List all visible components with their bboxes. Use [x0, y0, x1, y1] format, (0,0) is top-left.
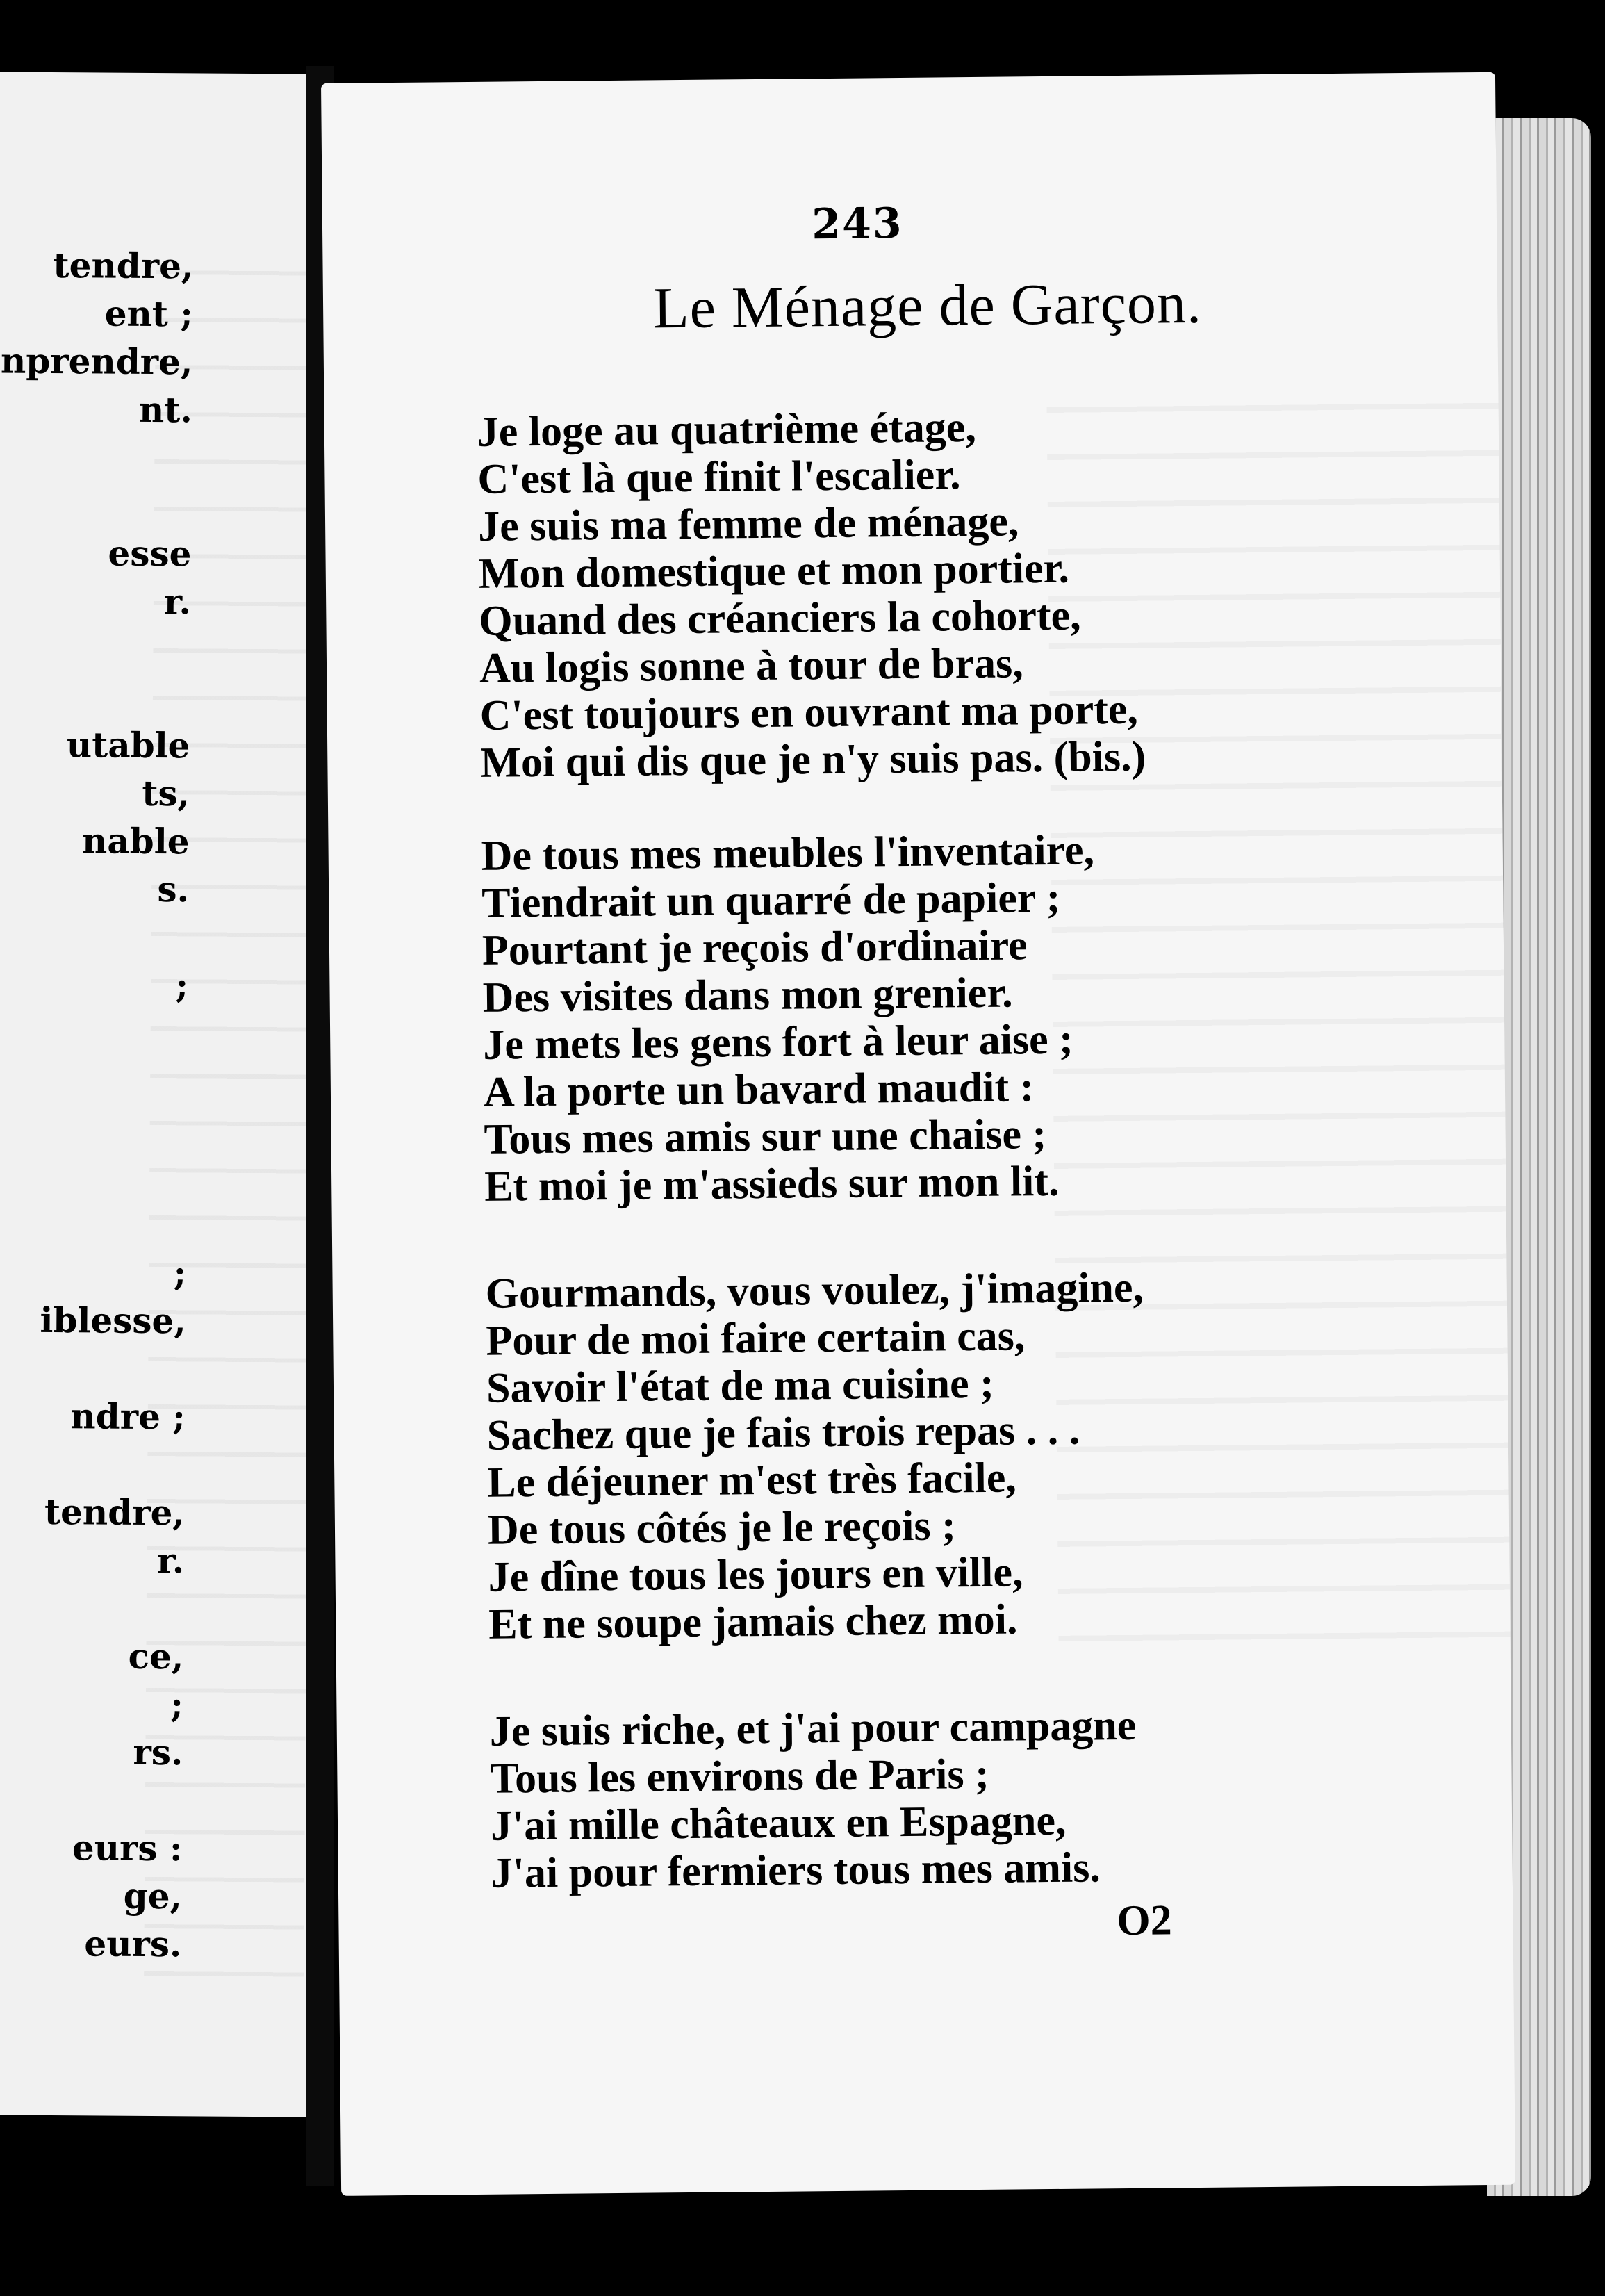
verse-line: Gourmands, vous voulez, j'imagine,	[485, 1263, 1144, 1318]
left-page-line: s.	[157, 869, 190, 910]
verse-line: Tous les environs de Paris ;	[490, 1750, 990, 1803]
left-page-line: eurs.	[84, 1923, 182, 1965]
signature-mark: O2	[1117, 1896, 1172, 1945]
left-page-line: tendre,	[53, 244, 194, 287]
verse-line: Je dîne tous les jours en ville,	[488, 1548, 1023, 1601]
left-page-line: ndre ;	[70, 1395, 186, 1438]
verse-line: A la porte un bavard maudit :	[483, 1063, 1035, 1116]
verse-line: De tous mes meubles l'inventaire,	[481, 826, 1095, 880]
verse-line: Des visites dans mon grenier.	[482, 969, 1013, 1022]
left-page-line: ge,	[123, 1875, 183, 1917]
verse-line: Mon domestique et mon portier.	[478, 544, 1070, 598]
verse-line: Sachez que je fais trois repas . . .	[486, 1406, 1080, 1459]
verse-line: Tiendrait un quarré de papier ;	[481, 874, 1061, 927]
left-page-line: ts,	[142, 772, 190, 814]
verse-line: C'est toujours en ouvrant ma porte,	[479, 685, 1139, 739]
verse-line: J'ai mille châteaux en Espagne,	[490, 1796, 1067, 1850]
verse-line: Quand des créanciers la cohorte,	[479, 591, 1081, 645]
verse-line: Savoir l'état de ma cuisine ;	[486, 1359, 995, 1412]
stanza-1	[477, 400, 1349, 787]
left-page-show-through	[144, 247, 315, 1985]
verse-line: Je suis ma femme de ménage,	[477, 498, 1019, 550]
verse-line: Et ne soupe jamais chez moi.	[488, 1596, 1018, 1648]
left-page-line: eurs :	[72, 1827, 183, 1869]
verse-line: Le déjeuner m'est très facile,	[487, 1454, 1017, 1507]
stanza-3	[485, 1262, 1357, 1648]
verse-line: De tous côtés je le reçois ;	[487, 1502, 957, 1554]
verse-line: Je suis riche, et j'ai pour campagne	[489, 1701, 1137, 1755]
left-page-line: utable	[66, 724, 190, 766]
verse-line: Pourtant je reçois d'ordinaire	[481, 921, 1028, 974]
left-page-line: nprendre,	[0, 340, 193, 383]
left-page-line: nable	[81, 820, 190, 862]
left-page-line: tendre,	[44, 1491, 186, 1534]
verse-line: Et moi je m'assieds sur mon lit.	[484, 1157, 1060, 1211]
left-page-line: ;	[173, 1252, 187, 1294]
left-page-line: ;	[170, 1684, 184, 1725]
left-page-line: r.	[156, 1540, 185, 1582]
left-page-text	[0, 72, 324, 1965]
left-page-line: ce,	[128, 1635, 184, 1678]
stanza-2	[481, 824, 1353, 1211]
left-page-line: r.	[163, 581, 192, 623]
left-page	[0, 72, 324, 2117]
poem-title: Le Ménage de Garçon.	[652, 270, 1203, 341]
left-page-line: nt.	[138, 388, 193, 431]
right-page	[321, 72, 1515, 2196]
verse-line: Moi qui dis que je n'y suis pas. (bis.)	[480, 732, 1146, 787]
page-number: 243	[812, 199, 903, 249]
left-page-line: ent ;	[104, 293, 194, 335]
verse-line: J'ai pour fermiers tous mes amis.	[491, 1844, 1101, 1897]
stanza-4	[489, 1700, 1360, 1897]
verse-line: Je mets les gens fort à leur aise ;	[482, 1015, 1074, 1069]
verse-line: Au logis sonne à tour de bras,	[479, 639, 1023, 692]
verse-line: C'est là que finit l'escalier.	[477, 451, 961, 503]
left-page-line: iblesse,	[40, 1299, 186, 1342]
verse-line: Je loge au quatrième étage,	[477, 403, 977, 456]
left-page-line: rs.	[133, 1731, 183, 1773]
left-page-line: esse	[108, 532, 192, 575]
verse-line: Pour de moi faire certain cas,	[486, 1312, 1026, 1365]
left-page-line: ;	[175, 965, 189, 1006]
verse-line: Tous mes amis sur une chaise ;	[484, 1110, 1047, 1163]
